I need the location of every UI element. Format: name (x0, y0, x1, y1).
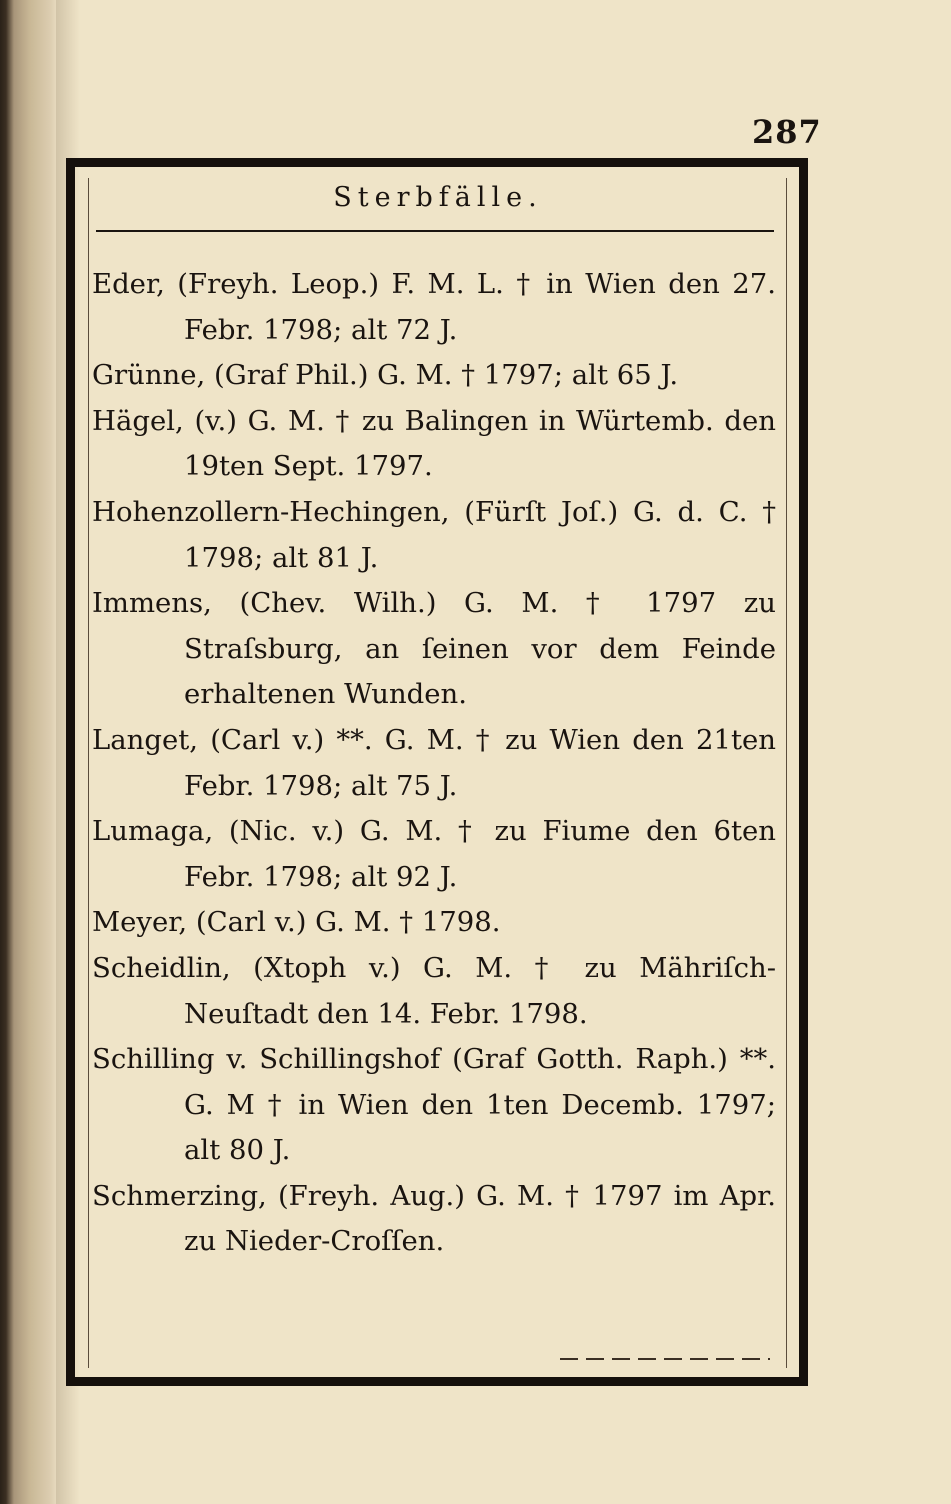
section-heading: Sterbfälle. (333, 182, 543, 213)
obituary-entry-schilling: Schilling v. Schillingshof (Graf Gotth. Raph.) **. G. M † in Wien den 1ten Decemb. 1797; alt 80 J. (92, 1043, 776, 1167)
bottom-dashed-rule (560, 1358, 770, 1360)
obituary-entry-immens: Immens, (Chev. Wilh.) G. M. † 1797 zu Straſsburg, an ſeinen vor dem Feinde erhaltenen Wunden. (92, 587, 776, 711)
obituary-entry-langet: Langet, (Carl v.) **. G. M. † zu Wien den 21ten Febr. 1798; alt 75 J. (92, 723, 776, 802)
obituary-entry-gruenne: Grünne, (Graf Phil.) G. M. † 1797; alt 65 J. (92, 359, 679, 392)
obituary-entry-meyer: Meyer, (Carl v.) G. M. † 1798. (92, 906, 501, 939)
obituary-entry-scheidlin: Scheidlin, (Xtoph v.) G. M. † zu Mähriſch-Neuſtadt den 14. Febr. 1798. (92, 951, 776, 1030)
obituary-entry-hohenzollern: Hohenzollern-Hechingen, (Fürſt Joſ.) G. d. C. † 1798; alt 81 J. (92, 495, 776, 574)
book-gutter (0, 0, 56, 1504)
inner-frame-rule-right (786, 178, 787, 1368)
page-number: 287 (752, 113, 822, 151)
obituary-entry-eder: Eder, (Freyh. Leop.) F. M. L. † in Wien den 27. Febr. 1798; alt 72 J. (92, 268, 776, 346)
heading-divider (96, 230, 774, 232)
obituary-entry-haegel: Hägel, (v.) G. M. † zu Balingen in Würtemb. den 19ten Sept. 1797. (92, 404, 776, 483)
obituary-list (92, 262, 776, 1265)
inner-frame-rule-left (88, 178, 89, 1368)
obituary-entry-lumaga: Lumaga, (Nic. v.) G. M. † zu Fiume den 6ten Febr. 1798; alt 92 J. (92, 815, 776, 893)
obituary-entry-schmerzing: Schmerzing, (Freyh. Aug.) G. M. † 1797 im Apr. zu Nieder-Croſſen. (92, 1179, 776, 1258)
